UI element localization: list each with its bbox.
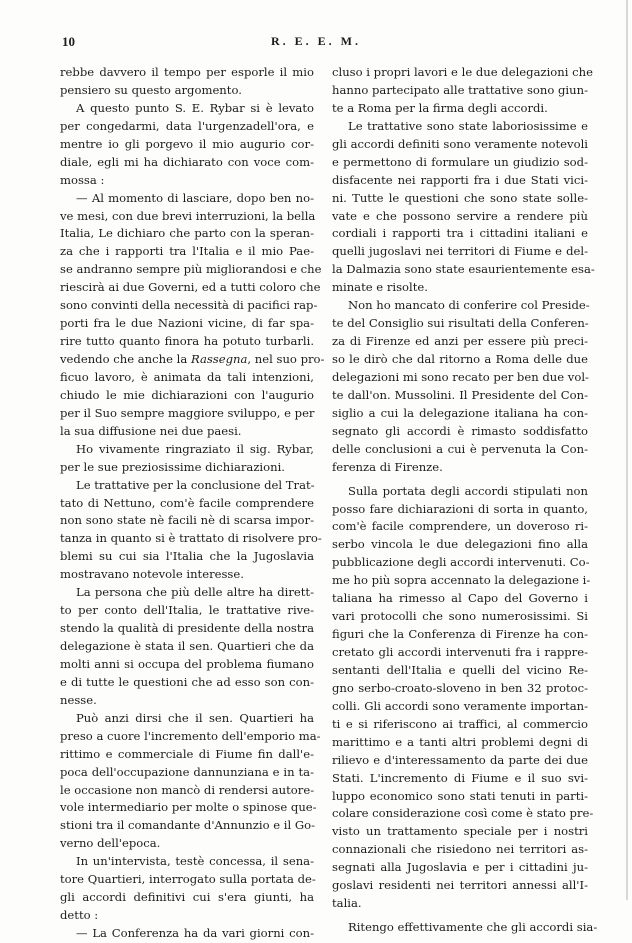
text-line: A questo punto S. E. Rybar si è levato	[76, 100, 314, 115]
italic-title: Rassegna	[190, 352, 248, 366]
text-line: connazionali che risiedono nei territori as-	[332, 842, 588, 857]
text-line: porti fra le due Nazioni vicine, di far spa-	[60, 316, 314, 331]
text-line: disfacente nei rapporti fra i due Stati vici-	[332, 172, 588, 187]
text-line: tore Quartieri, interrogato sulla portata de-	[60, 872, 316, 887]
text-line: pensiero su questo argomento.	[60, 82, 242, 97]
text-line: gli accordi definiti sono veramente notevoli	[332, 136, 588, 151]
text-line: colli. Gli accordi sono veramente importan-	[332, 698, 588, 713]
text-line: figuri che la Conferenza di Firenze ha con-	[332, 627, 588, 642]
text-line: La persona che più delle altre ha dirett-	[76, 585, 314, 600]
text-line: com'è facile comprendere, un doveroso ri-	[332, 519, 588, 534]
text-line: riescirà ai due Governi, ed a tutti coloro che	[60, 280, 321, 295]
text-line: goslavi residenti nei territori annessi all'I-	[332, 878, 588, 893]
text-line: mossa :	[60, 172, 105, 187]
text-line: Può anzi dirsi che il sen. Quartieri ha	[76, 710, 314, 725]
text-line: Italia, Le dichiaro che parto con la speran-	[60, 226, 314, 241]
text-line: chiudo le mie dichiarazioni con l'augurio	[60, 387, 314, 402]
text-line: minate e risolte.	[332, 280, 428, 295]
text-line	[60, 351, 325, 369]
text-line: rebbe davvero il tempo per esporle il mio	[60, 65, 314, 79]
text-segment: , nel suo pro-	[247, 352, 325, 366]
text-line: Ritengo effettivamente che gli accordi sia-	[348, 920, 598, 935]
text-line: verno dell'epoca.	[60, 836, 161, 851]
text-line: ferenza di Firenze.	[332, 459, 443, 474]
running-title: R. E. E. M.	[271, 34, 361, 48]
page-header	[0, 34, 632, 52]
text-line: gno serbo-croato-sloveno in ben 32 protoc-	[332, 680, 588, 695]
text-line: non sono state nè facili nè di scarsa impor-	[60, 513, 314, 528]
left-column	[60, 64, 325, 943]
text-line: per le sue preziosissime dichiarazioni.	[60, 459, 285, 474]
text-line: la Dalmazia sono state esaurientemente esa-	[332, 262, 595, 277]
text-line: vari protocolli che sono numerosissimi. Si	[332, 609, 588, 624]
text-line: marittimo e a tanti altri problemi degni di	[332, 734, 588, 749]
text-line: e di tutte le questioni che ad esso son con-	[60, 674, 314, 689]
text-line: stendo la qualità di presidente della nostra	[60, 621, 314, 636]
text-line: delle conclusioni a cui è pervenuta la Con-	[332, 441, 588, 456]
text-line: le occasione non mancò di rendersi autore-	[60, 782, 315, 797]
text-line: preso a cuore l'incremento dell'emporio ma-	[60, 728, 321, 743]
text-line: molti anni si occupa del problema fiumano	[60, 656, 314, 671]
text-line: colare considerazione così come è stato pre-	[332, 806, 594, 821]
text-segment: vedendo che anche la	[60, 352, 191, 366]
text-line: rilievo e d'interessamento da parte dei due	[332, 752, 588, 767]
scan-edge	[626, 0, 628, 900]
text-line: pubblicazione degli accordi intervenuti. Co-	[332, 555, 590, 570]
text-line: sentanti dell'Italia e quelli del vicino Re-	[332, 662, 588, 677]
text-line: In un'intervista, testè concessa, il sena-	[76, 854, 314, 869]
text-line: to per conto dell'Italia, le trattative rive-	[60, 603, 314, 618]
text-line: so le dirò che dal ritorno a Roma delle due	[332, 352, 588, 366]
text-line: delegazioni mi sono recato per ben due vol-	[332, 369, 589, 384]
text-line: poca dell'occupazione dannunziana e in ta-	[60, 764, 314, 779]
text-line: quelli jugoslavi nei territori di Fiume e del-	[332, 244, 588, 259]
text-line: blemi su cui sia l'Italia che la Jugoslavia	[60, 549, 314, 564]
text-line: se andranno sempre più migliorandosi e che	[60, 262, 322, 277]
page-number: 10	[62, 34, 75, 49]
text-line: per il Suo sempre maggiore sviluppo, e per	[60, 405, 315, 420]
text-line: segnati alla Jugoslavia e per i cittadini ju-	[332, 860, 588, 875]
text-line: siglio a cui la delegazione italiana ha con-	[332, 405, 588, 420]
text-line: — Al momento di lasciare, dopo ben no-	[76, 190, 314, 205]
text-line: delegazione è stata il sen. Quartieri che da	[60, 639, 314, 653]
text-line: posso fare dichiarazioni di sorta in quanto,	[332, 501, 588, 516]
text-line: detto :	[60, 908, 99, 923]
text-line: segnato gli accordi è rimasto soddisfatto	[332, 423, 588, 438]
text-line: tanza in quanto si è trattato di risolvere pro-	[60, 531, 322, 546]
text-line: luppo economico sono stati tenuti in parti-	[332, 788, 588, 803]
text-line: stioni tra il comandante d'Annunzio e il Go-	[60, 818, 316, 833]
text-line: diale, egli mi ha dichiarato con voce com-	[60, 154, 314, 169]
text-line: nesse.	[60, 692, 97, 707]
text-line: me ho più sopra accennato la delegazione i-	[332, 573, 591, 588]
text-line: cordiali i rapporti tra i cittadini italiani e	[332, 226, 588, 241]
text-line: la sua diffusione nei due paesi.	[60, 423, 242, 438]
text-line: vate e che possono servire a rendere più	[332, 208, 588, 223]
text-line: tato di Nettuno, com'è facile comprendere	[60, 495, 314, 510]
text-line: ni. Tutte le questioni che sono state solle-	[332, 190, 588, 205]
text-line: mentre io gli porgevo il mio augurio cor-	[60, 136, 314, 151]
text-line: Stati. L'incremento di Fiume e il suo svi-	[332, 770, 588, 785]
text-line: te a Roma per la firma degli accordi.	[332, 100, 548, 115]
text-line: gli accordi definitivi cui s'era giunti, ha	[60, 890, 314, 905]
text-line: visto un trattamento speciale per i nostri	[332, 824, 588, 839]
text-line: Ho vivamente ringraziato il sig. Rybar,	[76, 441, 314, 456]
text-line: te dall'on. Mussolini. Il Presidente del Con-	[332, 387, 588, 402]
text-line: te del Consiglio sui risultati della Conferen-	[332, 316, 589, 331]
text-line: Le trattative per la conclusione del Trat-	[76, 477, 315, 492]
text-line: Sulla portata degli accordi stipulati non	[348, 483, 588, 498]
text-line: ti e si riferiscono ai traffici, al commercio	[332, 716, 588, 731]
text-line: cretato gli accordi intervenuti fra i rappre-	[332, 645, 588, 659]
text-line: talia.	[332, 896, 362, 911]
text-line: e permettono di formulare un giudizio sod-	[332, 154, 588, 169]
text-line: vole intermediario per molte o spinose que-	[60, 800, 317, 815]
text-line: serbo vincola le due delegazioni fino alla	[332, 537, 588, 552]
text-line: Le trattative sono state laboriosissime e	[348, 118, 588, 133]
text-line: per congedarmi, data l'urgenzadell'ora, e	[60, 118, 314, 133]
text-line: ve mesi, con due brevi interruzioni, la bella	[60, 208, 316, 223]
text-line: ficuo lavoro, è animata da tali intenzioni,	[60, 369, 314, 384]
text-line: cluso i propri lavori e le due delegazioni che	[332, 65, 593, 79]
text-line: za di Firenze ed anzi per essere più preci-	[332, 334, 588, 349]
text-line: rire tutto quanto finora ha potuto turbarli.	[60, 334, 314, 349]
text-line: taliana ha rimesso al Capo del Governo i	[332, 591, 588, 606]
text-line: za che i rapporti tra l'Italia e il mio Pae-	[60, 244, 314, 259]
right-column	[332, 64, 598, 937]
text-line: Non ho mancato di conferire col Preside-	[348, 298, 590, 313]
text-line: — La Conferenza ha da vari giorni con-	[76, 926, 314, 940]
text-line: rittimo e commerciale di Fiume fin dall'e-	[60, 746, 314, 761]
text-line: mostravano notevole interesse.	[60, 567, 244, 582]
text-line: hanno partecipato alle trattative sono giun-	[332, 82, 588, 97]
text-line: sono convinti della necessità di pacifici rap-	[60, 298, 318, 313]
